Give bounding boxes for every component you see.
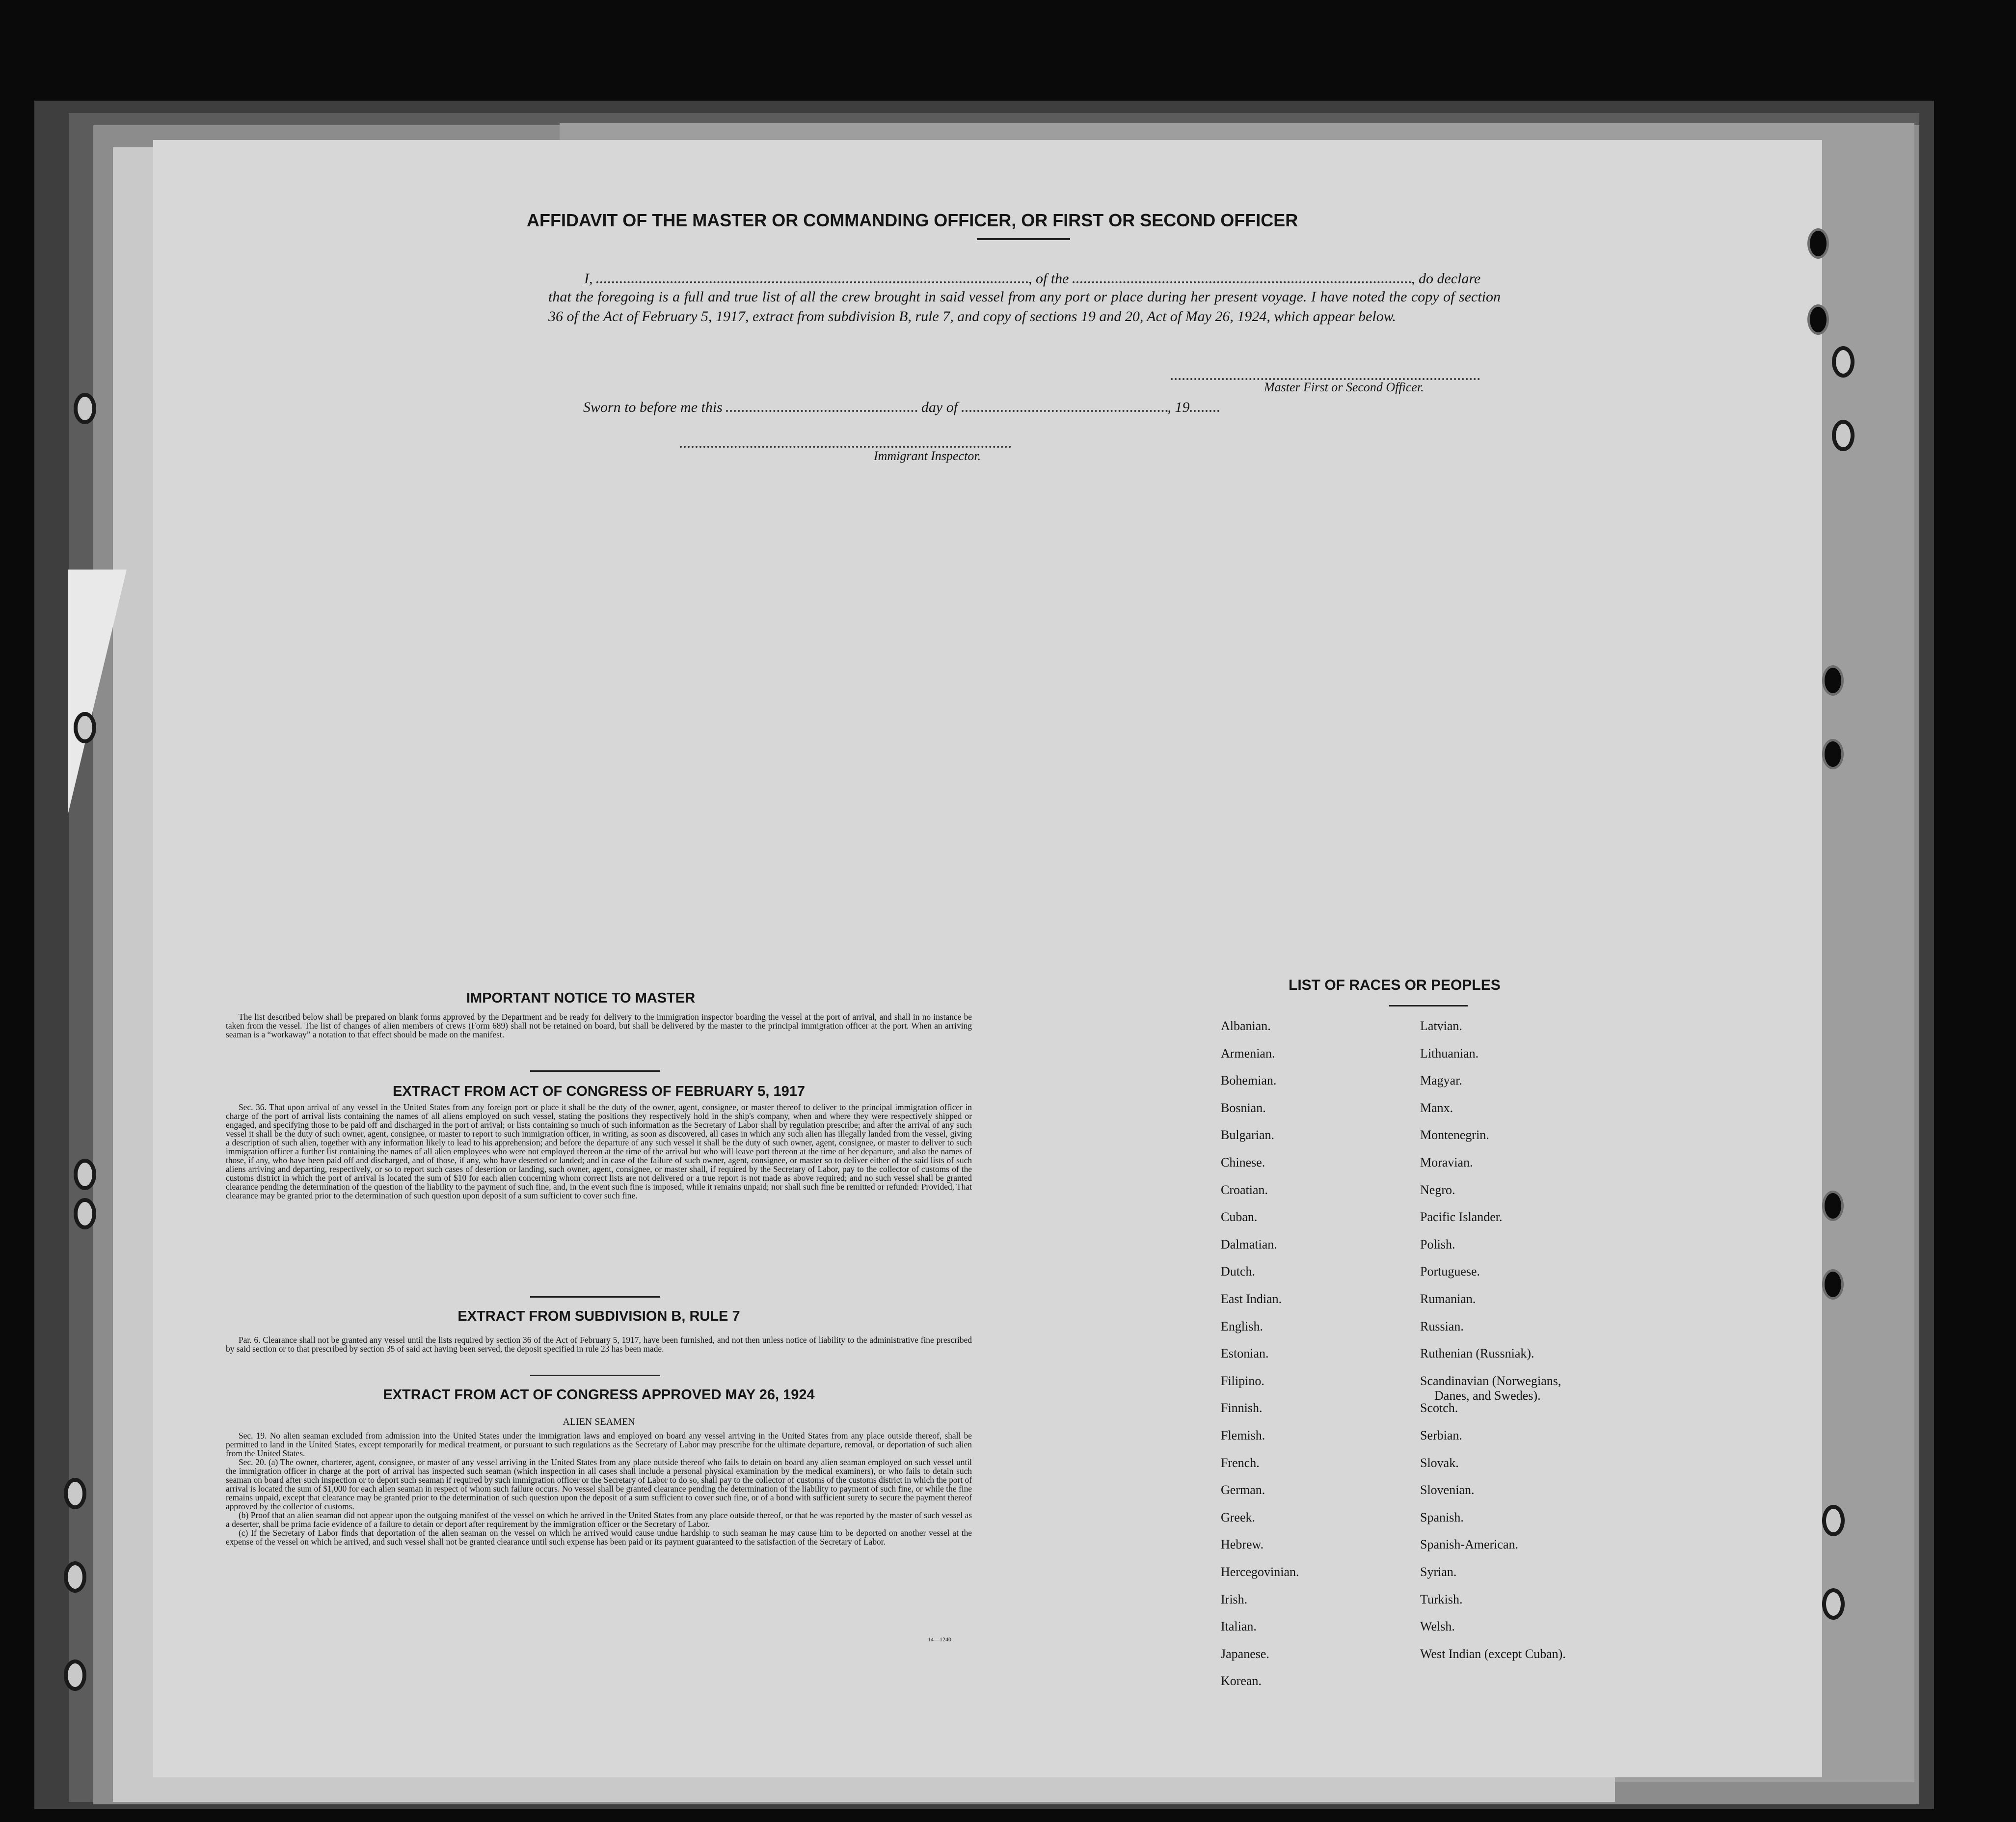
punch-hole xyxy=(74,712,96,743)
sworn-day-field[interactable] xyxy=(726,395,917,412)
race-item: Cuban. xyxy=(1221,1210,1258,1224)
i-label: I, xyxy=(584,271,593,287)
inspector-label: Immigrant Inspector. xyxy=(874,449,981,463)
extract-rule7-title: EXTRACT FROM SUBDIVISION B, RULE 7 xyxy=(457,1308,740,1324)
race-item: Portuguese. xyxy=(1420,1264,1480,1279)
race-item: French. xyxy=(1221,1455,1260,1470)
extract-1917-text: Sec. 36. That upon arrival of any vessel in the United States from any foreign port or place it shall be the duty of the owner, agent, consignee, or master thereof to deliver to the principal immigration officer in charge of the port of arrival lists containing the names of all aliens employed on such vessel, stating the positions they respectively hold in the ship's company, when and where they were respectively shipped or engaged, and specifying those to be paid off and discharged in the port of arrival; or lists containing so much of such information as the Secretary of Labor shall by regulation prescribe; and after the arrival of any such vessel it shall be the duty of such owner, agent, consignee, or master to report to such immigration officer, in writing, as soon as discovered, all cases in which any such alien has illegally landed from the vessel, giving a description of such alien, together with any information likely to lead to his apprehension; and before the departure of any such vessel it shall be the duty of such owner, agent, consignee, or master to deliver to such immigration officer a further list containing the names of all alien employees who were not employed thereon at the time of the arrival but who will leave port thereon at the time of her departure, and also the names of those, if any, who have been paid off and discharged, and of those, if any, who have deserted or landed; and in case of the failure of such owner, agent, consignee, or master so to deliver either of the said lists of such aliens arriving and departing, respectively, or so to report such cases of desertion or landing, such owner, agent, consignee, or master shall, if required by the Secretary of Labor, pay to the collector of customs of the customs district in which the port of arrival is located the sum of $10 for each alien concerning whom correct lists are not delivered or a true report is not made as above required; and no such vessel shall be granted clearance pending the determination of the question of the liability to the payment of such fine, and, in the event such fine is imposed, while it remains unpaid; nor shall such fine be remitted or refunded: Provided, That clearance may be granted prior to the determination of such question upon deposit of a sum sufficient to cover such fine. xyxy=(226,1102,972,1200)
punch-hole xyxy=(74,393,96,424)
race-item: Scotch. xyxy=(1420,1401,1458,1415)
race-item: Spanish. xyxy=(1420,1510,1464,1524)
race-item: Turkish. xyxy=(1420,1592,1463,1606)
race-item: German. xyxy=(1221,1483,1265,1497)
races-title: LIST OF RACES OR PEOPLES xyxy=(1289,977,1501,993)
alien-seamen-subtitle: ALIEN SEAMEN xyxy=(563,1416,635,1427)
race-item: Bosnian. xyxy=(1221,1100,1266,1115)
extract-1917-title: EXTRACT FROM ACT OF CONGRESS OF FEBRUARY 5, 1917 xyxy=(392,1084,806,1099)
sec20c-text: (c) If the Secretary of Labor finds that deportation of the alien seaman on the vessel on which he arrived would cause undue hardship to such seaman he may cause him to be deported on another vessel at the expense of the vessel on which he arrived, and such vessel shall not be granted clearance until such expense has been paid or its payment guaranteed to the satisfaction of the Secretary of Labor. xyxy=(226,1528,972,1547)
race-item: Montenegrin. xyxy=(1420,1128,1489,1142)
race-item: Greek. xyxy=(1221,1510,1256,1524)
race-item: Russian. xyxy=(1420,1319,1464,1333)
affidavit-statement: that the foregoing is a full and true list of all the crew brought in said vessel from any port or place during her present voyage. I have noted the copy of section 36 of the Act of February 5, 1917, extract from subdivision B, rule 7, and copy of sections 19 and 20, Act of May 26, 1924, which appear below. xyxy=(548,289,1501,325)
year-prefix: , 19 xyxy=(1167,399,1190,415)
punch-hole xyxy=(1807,228,1829,259)
day-of-label: day of xyxy=(921,399,958,415)
extract-1924-title: EXTRACT FROM ACT OF CONGRESS APPROVED MAY 26, 1924 xyxy=(383,1387,815,1403)
affidavit-title: AFFIDAVIT OF THE MASTER OR COMMANDING OFFICER, OR FIRST OR SECOND OFFICER xyxy=(527,210,1298,230)
extract-rule7-text: Par. 6. Clearance shall not be granted any vessel until the lists required by section 36 of the Act of February 5, 1917, have been furnished, and not then unless notice of liability to the administrative fine prescribed by said section or to that prescribed by section 35 of said act having been served, the deposit specified in rule 23 has been made. xyxy=(226,1335,972,1354)
race-item: Bohemian. xyxy=(1221,1073,1277,1088)
race-item: Finnish. xyxy=(1221,1401,1263,1415)
race-item: Danes, and Swedes). xyxy=(1434,1388,1541,1403)
race-item: West Indian (except Cuban). xyxy=(1420,1646,1566,1661)
race-item: Slovenian. xyxy=(1420,1483,1475,1497)
punch-hole xyxy=(64,1659,86,1691)
race-item: Ruthenian (Russniak). xyxy=(1420,1346,1534,1361)
punch-hole xyxy=(1832,346,1855,378)
race-item: Hercegovinian. xyxy=(1221,1565,1299,1579)
punch-hole xyxy=(1822,1588,1845,1620)
race-item: Syrian. xyxy=(1420,1565,1457,1579)
race-item: Magyar. xyxy=(1420,1073,1462,1088)
sec20b-text: (b) Proof that an alien seaman did not appear upon the outgoing manifest of the vessel on which he arrived in the United States from any place outside thereof, or that he was reported by the master of such vessel as a deserter, shall be prima facie evidence of a failure to detain or deport after requirement by the immigration officer or the Secretary of Labor. xyxy=(226,1510,972,1529)
form-number: 14—1240 xyxy=(928,1636,951,1643)
race-item: Lithuanian. xyxy=(1420,1046,1479,1061)
sec19-text: Sec. 19. No alien seaman excluded from admission into the United States under the immigration laws and employed on board any vessel arriving in the United States from any place outside thereof, shall be permitted to land in the United States, except temporarily for medical treatment, or pursuant to such regulations as the Secretary of Labor may prescribe for the ultimate departure, removal, or deportation of such alien from the United States. xyxy=(226,1431,972,1458)
section-rule xyxy=(530,1375,660,1376)
sec20a-text: Sec. 20. (a) The owner, charterer, agent, consignee, or master of any vessel arriving in the United States from any place outside thereof who fails to detain on board any alien seaman employed on such vessel until the immigration officer in charge at the port of arrival has inspected such seaman (which inspection in all cases shall include a personal physical examination by the medical examiners), or who fails to detain such seaman on board after such inspection or to deport such seaman if required by such immigration officer or the Secretary of Labor to do so, shall pay to the collector of customs of the customs district in which the port of arrival is located the sum of $1,000 for each alien seaman in respect of whom such failure occurs. No vessel shall be granted clearance pending the determination of the liability to payment of such fine, or while the fine remains unpaid, except that clearance may be granted prior to the determination of such question upon the deposit of a sum sufficient to cover such fine, or of a bond with sufficient surety to secure the payment thereof approved by the collector of customs. xyxy=(226,1457,972,1511)
punch-hole xyxy=(1822,739,1844,769)
declare-label: , do declare xyxy=(1411,271,1481,287)
vessel-field[interactable] xyxy=(1073,267,1411,283)
title-rule xyxy=(977,238,1070,240)
of-the-label: , of the xyxy=(1028,271,1069,287)
race-item: Manx. xyxy=(1420,1100,1453,1115)
notice-text: The list described below shall be prepared on blank forms approved by the Department and be ready for delivery to the immigration inspector boarding the vessel at the port of arrival, and shall in no instance be taken from the vessel. The list of changes of alien members of crews (Form 689) shall not be retained on board, but shall be delivered by the master to the principal immigration officer at the port. When an arriving seaman is a “workaway” a notation to that effect should be made on the manifest. xyxy=(226,1012,972,1039)
punch-hole xyxy=(64,1478,86,1509)
race-item: English. xyxy=(1221,1319,1263,1333)
race-item: Filipino. xyxy=(1221,1373,1264,1388)
race-item: Polish. xyxy=(1420,1237,1455,1251)
race-item: Italian. xyxy=(1221,1619,1257,1634)
race-item: Scandinavian (Norwegians, xyxy=(1420,1373,1561,1388)
race-item: Korean. xyxy=(1221,1674,1262,1688)
sworn-label: Sworn to before me this xyxy=(583,399,723,415)
punch-hole xyxy=(1822,1505,1845,1536)
race-item: Spanish-American. xyxy=(1420,1537,1519,1552)
punch-hole xyxy=(64,1561,86,1593)
race-item: Serbian. xyxy=(1420,1428,1462,1442)
race-item: Moravian. xyxy=(1420,1155,1473,1169)
race-item: Flemish. xyxy=(1221,1428,1265,1442)
punch-hole xyxy=(74,1198,96,1229)
race-item: East Indian. xyxy=(1221,1292,1282,1306)
race-item: Dalmatian. xyxy=(1221,1237,1277,1251)
sworn-year-field[interactable] xyxy=(1190,395,1219,412)
punch-hole xyxy=(1822,1191,1844,1221)
punch-hole xyxy=(1832,420,1855,451)
race-item: Chinese. xyxy=(1221,1155,1265,1169)
section-rule xyxy=(530,1296,660,1298)
punch-hole xyxy=(74,1159,96,1190)
race-item: Dutch. xyxy=(1221,1264,1256,1279)
punch-hole xyxy=(1807,304,1829,335)
name-field[interactable] xyxy=(596,267,1028,283)
races-rule xyxy=(1389,1005,1468,1006)
race-item: Estonian. xyxy=(1221,1346,1269,1361)
race-item: Armenian. xyxy=(1221,1046,1275,1061)
race-item: Albanian. xyxy=(1221,1019,1271,1033)
inspector-signature-line[interactable] xyxy=(680,446,1011,448)
race-item: Rumanian. xyxy=(1420,1292,1476,1306)
race-item: Croatian. xyxy=(1221,1182,1268,1197)
race-item: Bulgarian. xyxy=(1221,1128,1275,1142)
punch-hole xyxy=(1822,665,1844,696)
race-item: Welsh. xyxy=(1420,1619,1455,1634)
race-item: Japanese. xyxy=(1221,1646,1269,1661)
section-rule xyxy=(530,1070,660,1072)
race-item: Slovak. xyxy=(1420,1455,1459,1470)
race-item: Irish. xyxy=(1221,1592,1248,1606)
master-signature-label: Master First or Second Officer. xyxy=(1264,380,1424,394)
notice-title: IMPORTANT NOTICE TO MASTER xyxy=(466,990,696,1006)
race-item: Latvian. xyxy=(1420,1019,1462,1033)
race-item: Hebrew. xyxy=(1221,1537,1264,1552)
race-item: Negro. xyxy=(1420,1182,1455,1197)
sworn-month-field[interactable] xyxy=(962,395,1168,412)
torn-page-corner xyxy=(68,570,127,815)
race-item: Pacific Islander. xyxy=(1420,1210,1503,1224)
punch-hole xyxy=(1822,1269,1844,1300)
